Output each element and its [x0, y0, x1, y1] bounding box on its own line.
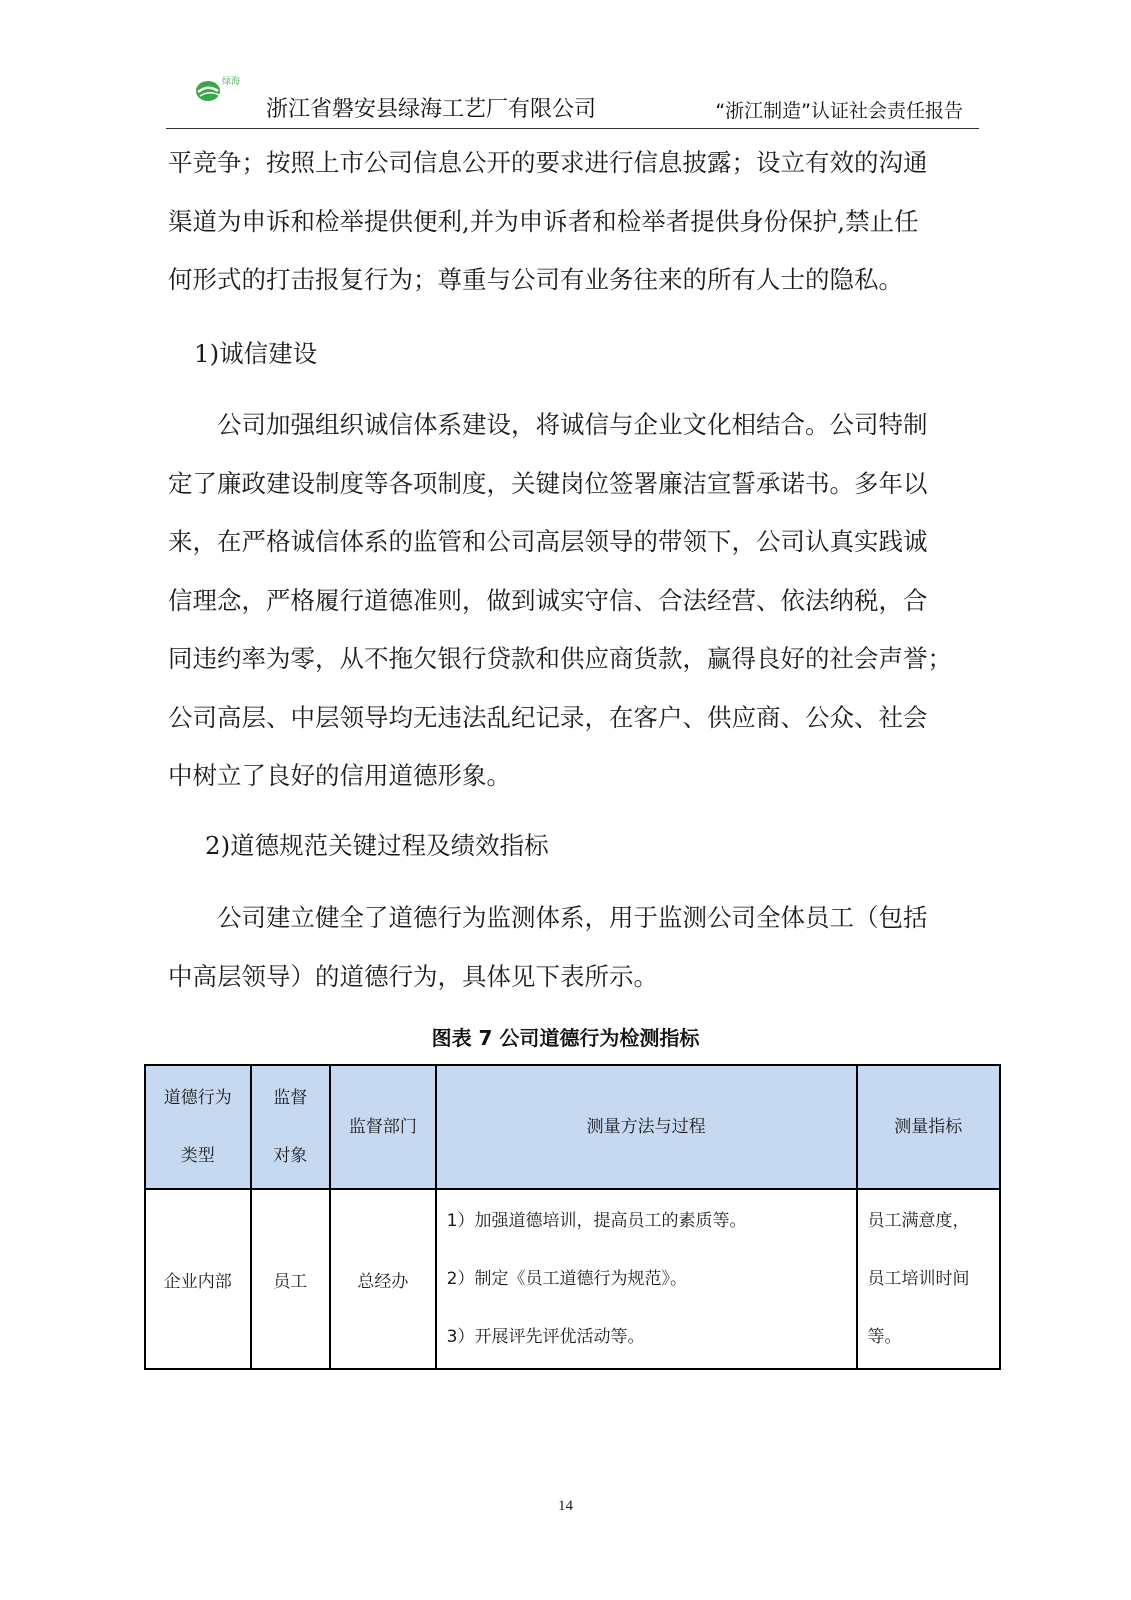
ethics-metrics-table [144, 1064, 1001, 1370]
text-line: 中高层领导）的道德行为，具体见下表所示。 [168, 961, 658, 991]
text-line: 定了廉政建设制度等各项制度，关键岗位签署廉洁宣誓承诺书。多年以 [168, 468, 928, 498]
header-type-line1: 道德行为 [163, 1088, 232, 1108]
text-line: 中树立了良好的信用道德形象。 [168, 761, 511, 790]
cell-dept: 总经办 [330, 1189, 436, 1369]
section-heading-ethics: 2)道德规范关键过程及绩效指标 [205, 831, 549, 860]
method-item: 3）开展评先评优活动等。 [446, 1327, 645, 1347]
header-type-line2: 类型 [180, 1146, 215, 1166]
cell-type: 企业内部 [145, 1189, 251, 1369]
method-item: 2）制定《员工道德行为规范》。 [446, 1269, 687, 1289]
page-number: 14 [558, 1498, 573, 1514]
header-type [145, 1065, 251, 1189]
text-line: 平竞争；按照上市公司信息公开的要求进行信息披露；设立有效的沟通 [168, 148, 928, 177]
text-line: 公司高层、中层领导均无违法乱纪记录，在客户、供应商、公众、社会 [168, 702, 928, 732]
cell-indicators [857, 1189, 1000, 1369]
indicator-line: 员工培训时间 [867, 1269, 970, 1289]
method-item: 1）加强道德培训，提高员工的素质等。 [446, 1211, 747, 1231]
header-object [251, 1065, 331, 1189]
text-line: 来，在严格诚信体系的监管和公司高层领导的带领下，公司认真实践诚 [168, 527, 928, 556]
text-line: 公司建立健全了道德行为监测体系，用于监测公司全体员工（包括 [168, 903, 928, 932]
text-line: 何形式的打击报复行为；尊重与公司有业务往来的所有人士的隐私。 [168, 265, 903, 294]
header-object-line1: 监督 [273, 1088, 308, 1108]
header-divider [166, 128, 979, 129]
paragraph-fair-competition [168, 134, 988, 310]
text-line: 同违约率为零，从不拖欠银行贷款和供应商货款，赢得良好的社会声誉； [168, 644, 952, 673]
table-row [145, 1189, 1000, 1369]
cell-methods [436, 1189, 857, 1369]
page-header [166, 70, 979, 130]
text-line: 公司加强组织诚信体系建设，将诚信与企业文化相结合。公司特制 [168, 410, 928, 439]
header-indicator: 测量指标 [857, 1065, 1000, 1189]
indicator-line: 员工满意度， [867, 1211, 970, 1231]
table-caption: 图表 7 公司道德行为检测指标 [431, 1026, 700, 1050]
table-header-row [145, 1065, 1000, 1189]
paragraph-integrity [168, 396, 988, 806]
text-line: 渠道为申诉和检举提供便利,并为申诉者和检举者提供身份保护,禁止任 [168, 206, 919, 236]
header-object-line2: 对象 [273, 1146, 308, 1166]
paragraph-ethics-monitoring [168, 889, 988, 1006]
section-heading-integrity: 1)诚信建设 [194, 339, 318, 368]
company-name: 浙江省磐安县绿海工艺厂有限公司 [266, 97, 597, 122]
header-dept: 监督部门 [330, 1065, 436, 1189]
text-line: 信理念，严格履行道德准则，做到诚实守信、合法经营、依法纳税，合 [168, 585, 928, 615]
logo-text: 绿海 [222, 77, 241, 87]
cell-object: 员工 [251, 1189, 331, 1369]
header-method: 测量方法与过程 [436, 1065, 857, 1189]
indicator-line: 等。 [867, 1327, 902, 1347]
report-title: “浙江制造”认证社会责任报告 [715, 100, 963, 122]
